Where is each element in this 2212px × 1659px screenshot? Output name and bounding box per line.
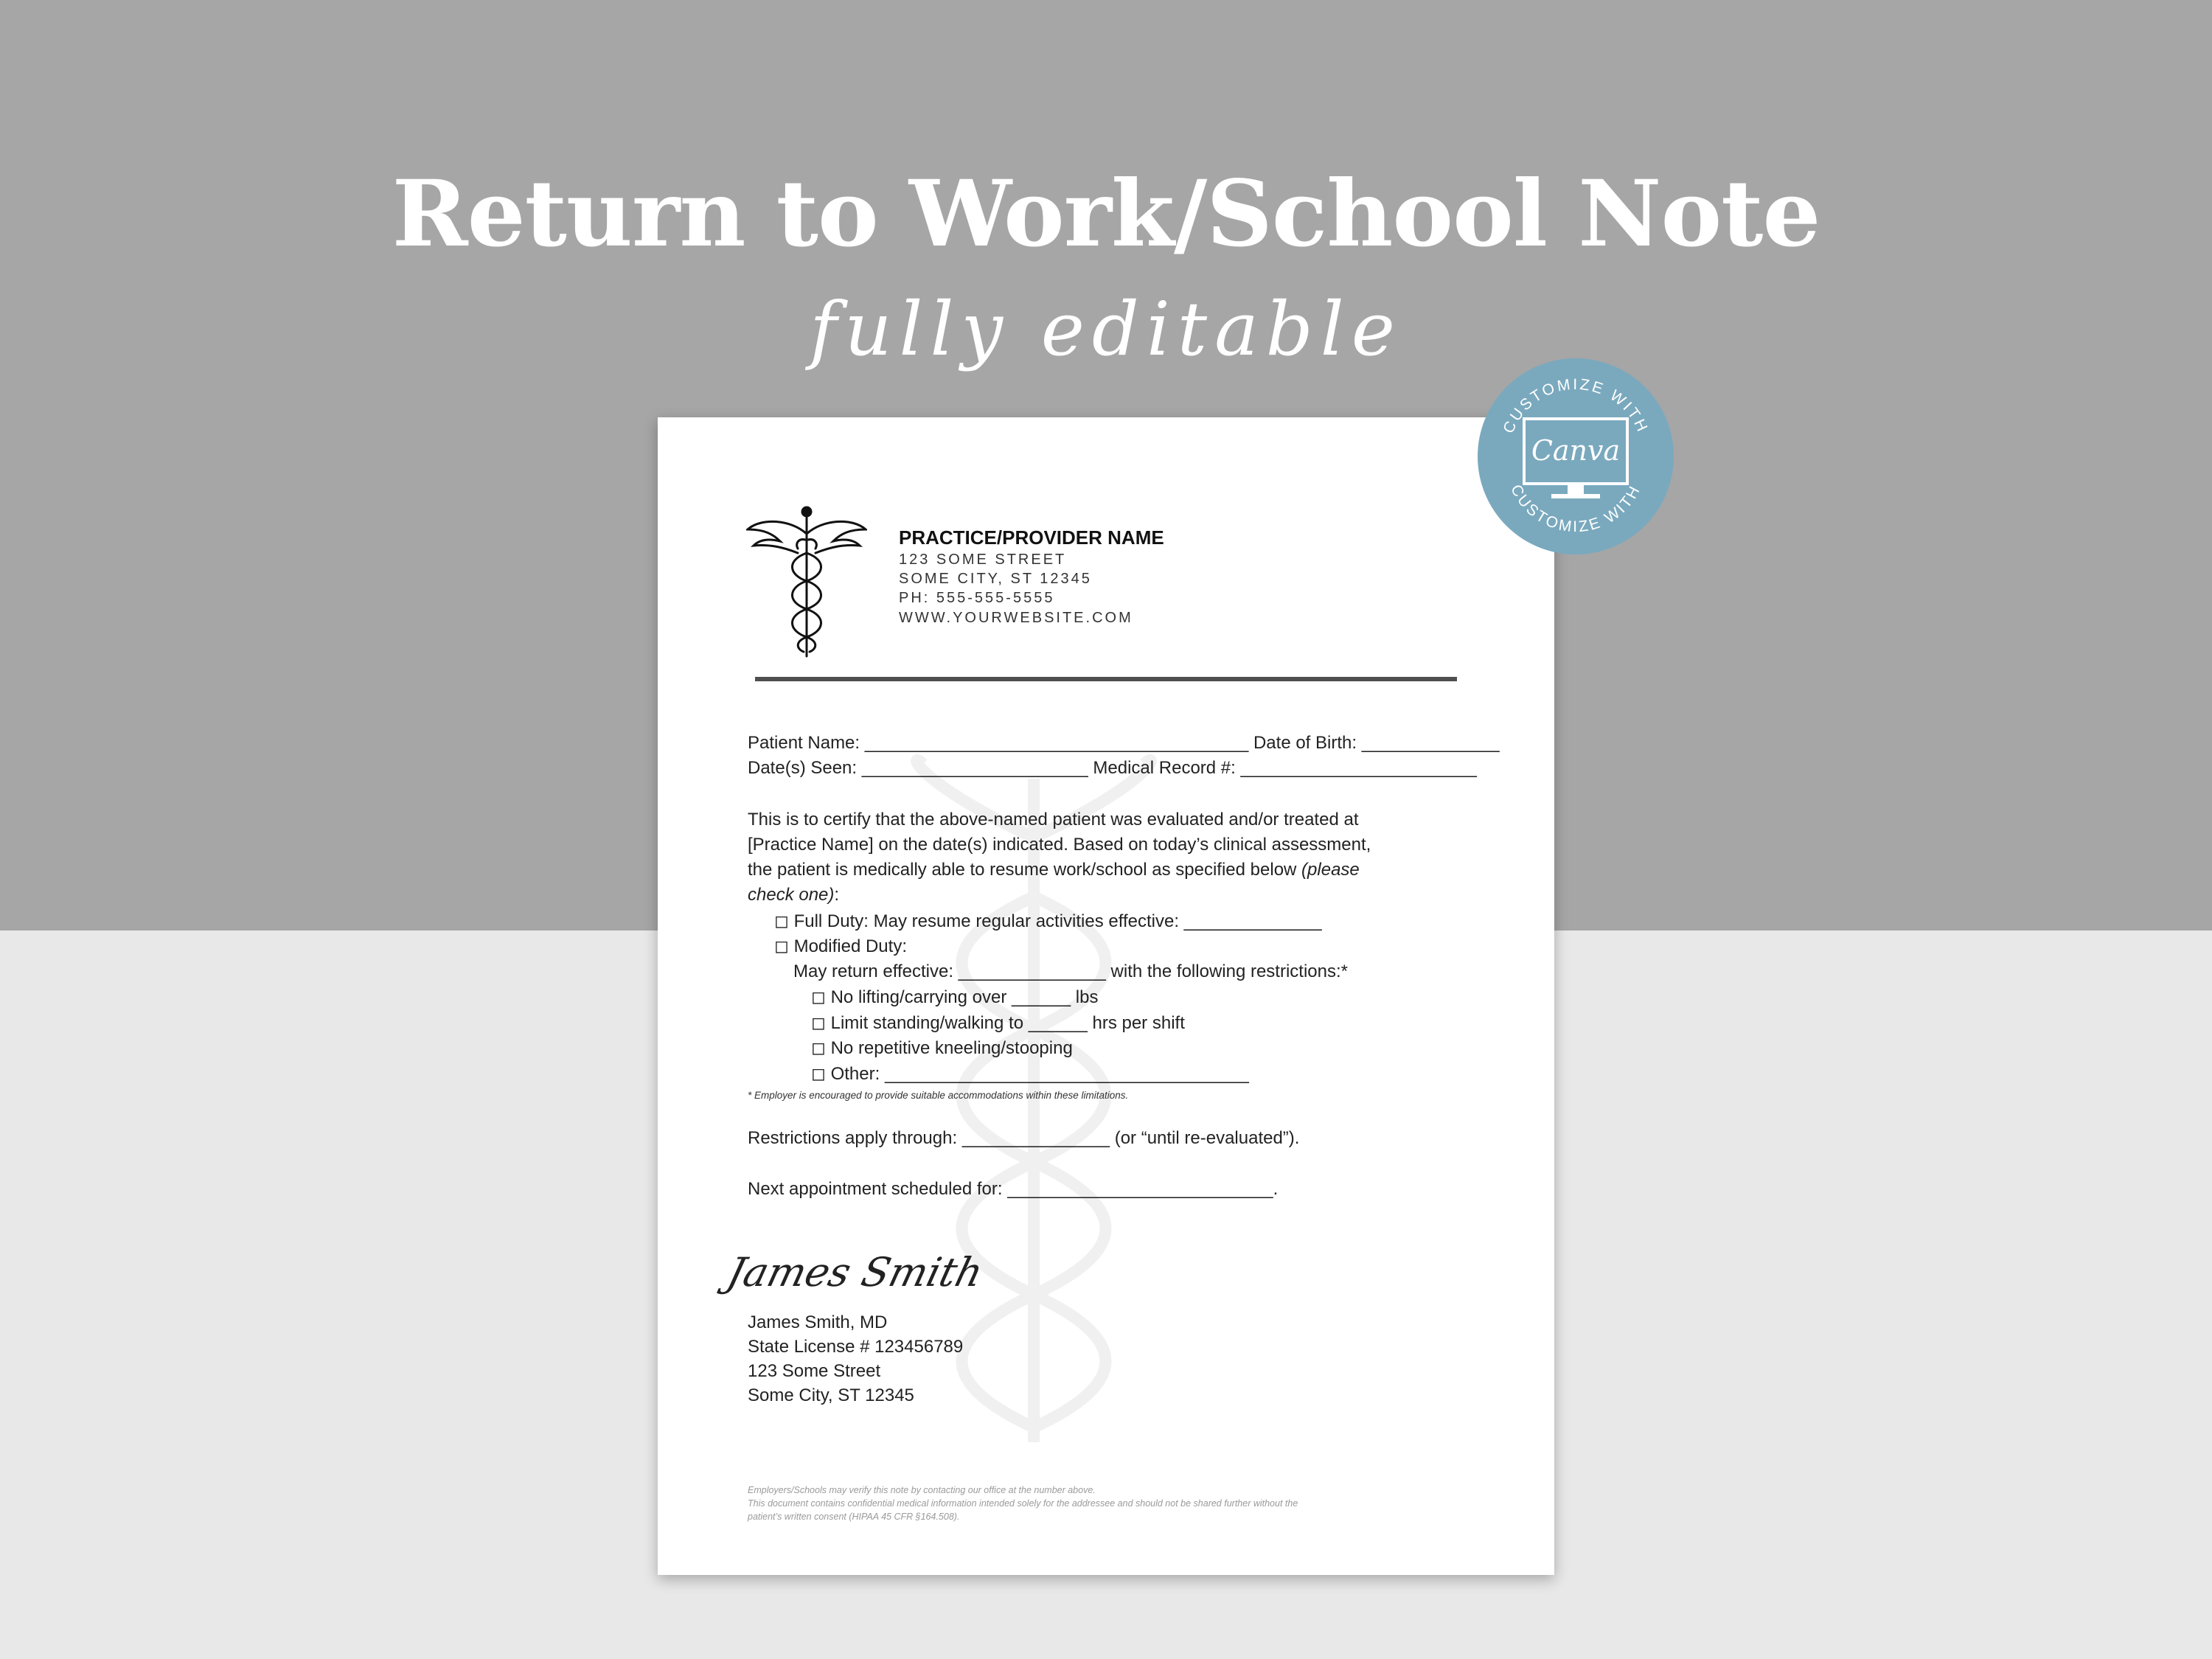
header-divider (755, 677, 1457, 681)
signer-city: Some City, ST 12345 (748, 1385, 914, 1405)
restriction-other[interactable]: ◻ Other: _____________________________________ (811, 1064, 1249, 1084)
restrictions-through-line[interactable]: Restrictions apply through: _______________ (or “until re-evaluated”). (748, 1128, 1300, 1148)
patient-name-line[interactable]: Patient Name: _______________________________________ Date of Birth: ______________ (748, 733, 1500, 753)
canva-badge (1478, 358, 1674, 554)
provider-phone: PH: 555-555-5555 (899, 590, 1055, 606)
badge-bottom-text: CUSTOMIZE WITH (1507, 481, 1644, 536)
dates-seen-line[interactable]: Date(s) Seen: _______________________ Medical Record #: ________________________ (748, 758, 1477, 778)
provider-website: WWW.YOURWEBSITE.COM (899, 610, 1133, 626)
provider-name: PRACTICE/PROVIDER NAME (899, 526, 1164, 549)
hero-subtitle: fully editable (810, 286, 1402, 372)
signature: James Smith (723, 1249, 988, 1295)
may-return-line[interactable]: May return effective: _______________ with the following restrictions:* (793, 961, 1349, 981)
signer-street: 123 Some Street (748, 1361, 881, 1381)
fine-print-line1: Employers/Schools may verify this note by contacting our office at the number above. (748, 1485, 1096, 1495)
modified-duty-option[interactable]: ◻ Modified Duty: (774, 936, 907, 956)
document-sheet (658, 417, 1554, 1575)
certify-paragraph-line3-text: the patient is medically able to resume work/school as specified below (748, 860, 1297, 880)
restriction-standing[interactable]: ◻ Limit standing/walking to ______ hrs per shift (811, 1013, 1185, 1033)
certify-paragraph-line1: This is to certify that the above-named patient was evaluated and/or treated at (748, 810, 1359, 830)
next-appointment-line[interactable]: Next appointment scheduled for: ___________________________. (748, 1179, 1279, 1199)
provider-street: 123 SOME STREET (899, 552, 1067, 568)
certify-paragraph-line3 (748, 860, 1360, 880)
certify-paragraph-line2: [Practice Name] on the date(s) indicated. Based on today’s clinical assessment, (748, 835, 1371, 855)
hero-title: Return to Work/School Note (392, 161, 1820, 268)
fine-print-line3: patient’s written consent (HIPAA 45 CFR §164.508). (748, 1512, 960, 1522)
restriction-lifting[interactable]: ◻ No lifting/carrying over ______ lbs (811, 987, 1099, 1007)
employer-footnote: * Employer is encouraged to provide suitable accommodations within these limitations. (748, 1090, 1129, 1101)
provider-city: SOME CITY, ST 12345 (899, 571, 1092, 587)
certify-paragraph-italic-b: check one) (748, 885, 835, 905)
signer-license: State License # 123456789 (748, 1337, 964, 1357)
certify-paragraph-line4 (748, 885, 839, 905)
full-duty-option[interactable]: ◻ Full Duty: May resume regular activities effective: ______________ (774, 911, 1322, 931)
caduceus-logo-icon (746, 504, 867, 658)
certify-paragraph-line4-tail: : (834, 885, 840, 905)
restriction-kneeling[interactable]: ◻ No repetitive kneeling/stooping (811, 1038, 1073, 1058)
canva-brand-text: Canva (1531, 434, 1621, 467)
canva-badge-art (1478, 358, 1674, 554)
fine-print-line2: This document contains confidential medical information intended solely for the addressee and should not be shared further without the (748, 1498, 1298, 1509)
signer-name: James Smith, MD (748, 1312, 888, 1332)
badge-top-text: CUSTOMIZE WITH (1500, 375, 1652, 437)
certify-paragraph-italic-a: (please (1301, 860, 1360, 880)
